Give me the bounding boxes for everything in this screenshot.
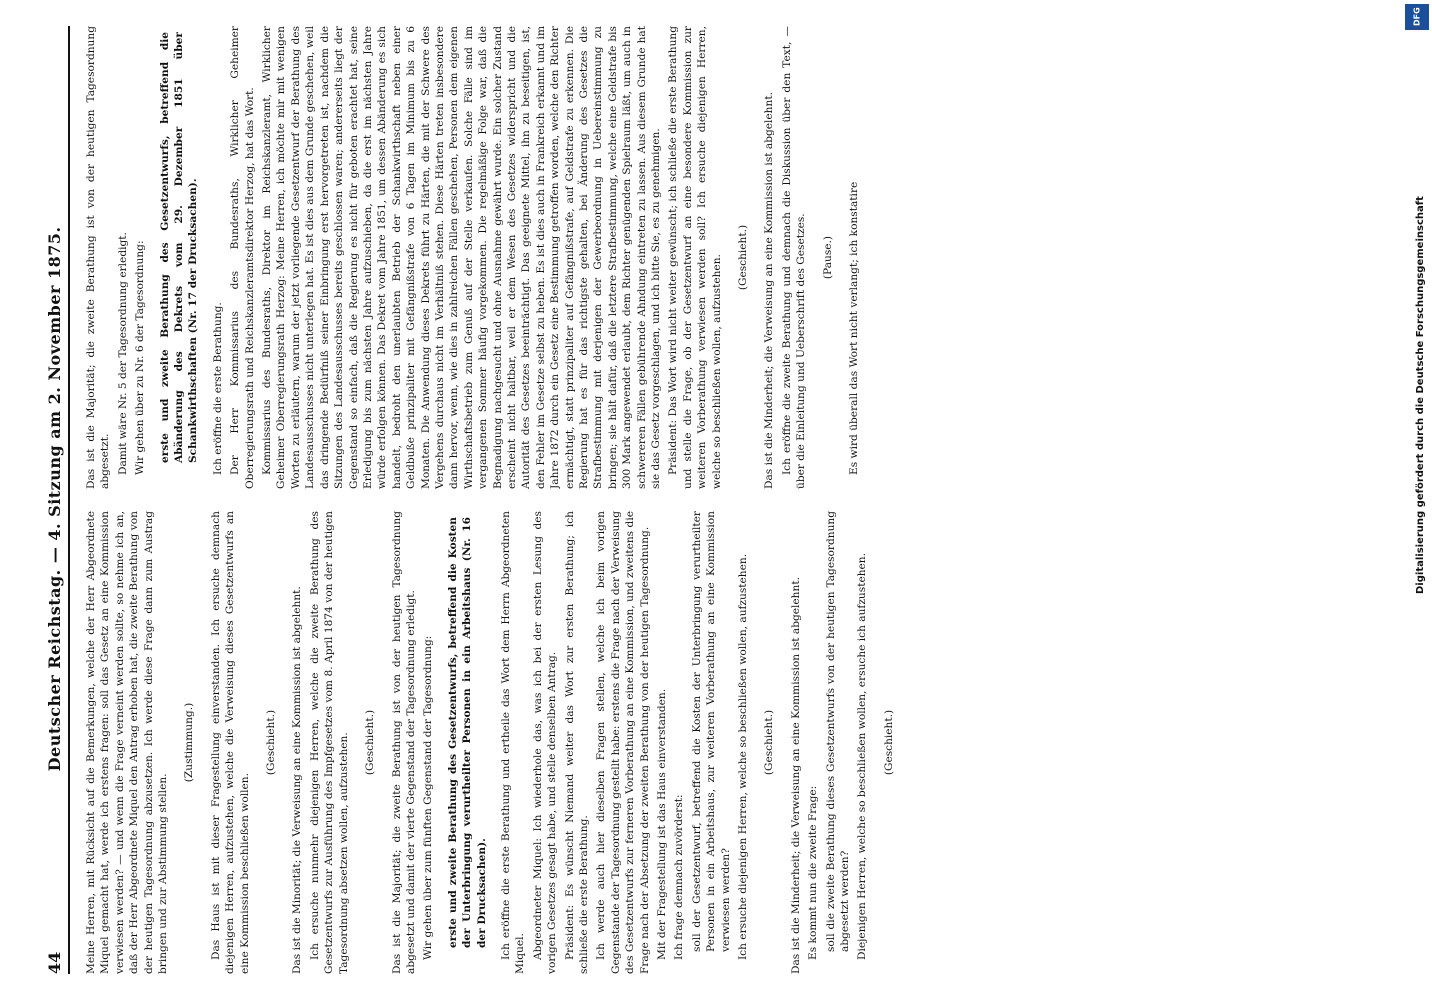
paragraph: Diejenigen Herren, welche so beschließen wollen, ersuche ich aufzustehen. <box>856 552 869 960</box>
paragraph: Damit wäre Nr. 5 der Tagesordnung erledigt. <box>116 232 129 475</box>
question: soll die zweite Berathung dieses Gesetzentwurfs von der heutigen Tagesordnung abgesetzt werden? <box>824 511 852 952</box>
column-left <box>84 511 1374 974</box>
paragraph: Ich ersuche diejenigen Herren, welche so beschließen wollen, aufzustehen. <box>737 553 750 960</box>
interjection: (Pause.) <box>821 235 834 280</box>
speech-herzog: Kommissarius des Bundesraths, Direktor im Reichskanzleramt, Wirklicher Geheimer Oberregierungsrath Herzog: Meine Herren, ich möchte mir mit wenigen Worten zu erläutern, warum der jetzt vorliegende Gesetzentwurf der Berathung des Landesausschusses nicht unterlegen hat. Es ist dies aus dem Grunde geschehen, weil das dringende Bedürfniß seiner Einbringung erst hervorgetreten ist, nachdem die Sitzungen des Landesausschusses bereits geschlossen waren; andererseits liegt der Gegenstand so einfach, daß die Regierung es nicht für geboten erachtet hat, seine Erledigung bis zum nächsten Jahre aufzuschieben, da die erst im nächsten Jahre würde erfolgen können. Das Dekret vom Jahre 1851, um dessen Abänderung es sich handelt, bedroht den unerlaubten Betrieb der Schankwirthschaft neben einer Geldbuße prinzipaliter mit Gefängnißstrafe von 6 Tagen im Minimum bis zu 6 Monaten. Die Anwendung dieses Dekrets führt zu Härten, die mit der Schwere des Vergehens durchaus nicht im Verhältniß stehen. Diese Härten treten insbesondere dann hervor, wenn, wie dies in zahlreichen Fällen geschehen, Personen dem eigenen Wirthschaftsbetrieb zum Genuß auf der Stelle verkaufen. Solche Fälle sind im vergangenen Sommer häufig vorgekommen. Die regelmäßige Folge war, daß die Begnadigung nachgesucht und ohne Ausnahme gewährt wurde. Ein solcher Zustand erscheint nicht haltbar, weil er dem Wesen des Gesetzes widerspricht und die Autorität des Gesetzes beeinträchtigt. Das geeignete Mittel, ihn zu beseitigen, ist, den Fehler im Gesetze selbst zu heben. Es ist dies auch in Frankreich erkannt und im Jahre 1872 durch ein Gesetz eine Bestimmung getroffen worden, welche den Richter ermächtigt, statt prinzipaliter auf Gefängnißstrafe, auf Geldstrafe zu erkennen. Die Regierung hat es für das richtigste gehalten, bei Änderung des Gesetzes die Strafbestimmung mit derjenigen der Gewerbeordnung in Uebereinstimmung zu bringen; sie hält dafür, daß die letztere Strafbestimmung, welche eine Geldstrafe bis 300 Mark angewendet erlaubt, dem Richter genügenden Spielraum läßt, um auch in schwereren Fällen gebührende Ahndung eintreten zu lassen. Aus diesem Grunde hat sie das Gesetz vorgeschlagen, und ich bitte Sie, es zu genehmigen. <box>261 26 663 489</box>
speech-president: Präsident: Es wünscht Niemand weiter das Wort zur ersten Berathung; ich schließe die erste Berathung. <box>563 511 590 974</box>
running-title: Deutscher Reichstag. — 4. Sitzung am 2. November 1875. <box>45 226 64 772</box>
text-columns <box>84 26 1374 974</box>
paragraph: Es wird überall das Wort nicht verlangt; ich konstatire <box>848 181 861 475</box>
speech-president: Präsident: Das Wort wird nicht weiter gewünscht; ich schließe die erste Berathung und stelle die Frage, ob der Gesetzentwurf an eine besondere Kommission zur weiteren Vorberathung verwiesen werden soll? Ich ersuche diejenigen Herren, welche so beschließen wollen, aufzustehen. <box>667 26 723 489</box>
paragraph: Wir gehen über zu Nr. 6 der Tagesordnung: <box>134 240 147 475</box>
question: soll der Gesetzentwurf, betreffend die Kosten der Unterbringung verurtheilter Personen in ein Arbeitshaus, zur weiteren Vorberathung an eine Kommission verwiesen werden? <box>690 511 732 952</box>
speech-miquel: Abgeordneter Miquel: Ich wiederhole das, was ich bei der ersten Lesung des vorigen Gesetzes gesagt habe, und stelle denselben Antrag. <box>531 511 559 974</box>
dfg-logo: DFG <box>1405 4 1429 30</box>
paragraph: Das ist die Minderheit; die Verweisung an eine Kommission ist abgelehnt. <box>789 577 802 974</box>
paragraph: Das ist die Minderheit; die Verweisung an eine Kommission ist abgelehnt. <box>763 92 776 489</box>
paragraph: Das ist die Minorität; die Verweisung an eine Kommission ist abgelehnt. <box>291 586 304 974</box>
paragraph: Ich werde auch hier dieselben Fragen stellen, welche ich beim vorigen Gegenstande der Tagesordnung gestellt habe: erstens die Frage nach der Verweisung des Gesetzentwurfs zur ferneren Vorberathung an eine Kommission, und zweitens die Frage nach der Absetzung der zweiten Berathung von der heutigen Tagesordnung. <box>595 511 651 974</box>
column-right <box>84 26 1374 489</box>
paragraph: Das ist die Majorität; die zweite Berathung ist von der heutigen Tagesordnung abgesetzt. <box>85 26 112 489</box>
paragraph: Der Herr Kommissarius des Bundesraths, Wirklicher Geheimer Oberregierungsrath und Reichskanzleramtsdirektor Herzog, hat das Wort. <box>229 26 256 489</box>
paragraph: Meine Herren, mit Rücksicht auf die Bemerkungen, welche der Herr Abgeordnete Miquel gemacht hat, werde ich erstens fragen: soll das Gesetz an eine Kommission verwiesen werden? — und wenn die Frage verneint werden sollte, so nehme ich an, daß der Herr Abgeordnete Miquel den Antrag erhoben hat, die zweite Berathung von der heutigen Tagesordnung abzusetzen. Ich werde diese Frage dann zum Austrag bringen und zur Abstimmung stellen. <box>85 511 170 974</box>
paragraph: Ich eröffne die zweite Berathung und demnach die Diskussion über den Text, — über die Einleitung und Ueberschrift des Gesetzes. <box>780 26 808 489</box>
paragraph: Ich eröffne die erste Berathung und ertheile das Wort dem Herrn Abgeordneten Miquel. <box>499 511 527 974</box>
interjection: (Geschieht.) <box>364 709 377 776</box>
interjection: (Geschieht.) <box>882 709 895 776</box>
paragraph: Ich frage demnach zuvörderst: <box>673 794 686 960</box>
paragraph: Das ist die Majorität; die zweite Berathung ist von der heutigen Tagesordnung abgesetzt und damit der vierte Gegenstand der Tagesordnung erledigt. <box>390 511 417 974</box>
interjection: (Geschieht.) <box>265 709 278 776</box>
interjection: (Zustimmung.) <box>183 702 196 783</box>
page-header <box>18 26 70 974</box>
page-number: 44 <box>45 951 64 974</box>
paragraph: Wir gehen über zum fünften Gegenstand der Tagesordnung: <box>422 635 435 960</box>
interjection: (Geschieht.) <box>763 709 776 776</box>
agenda-item: erste und zweite Berathung des Gesetzentwurfs, betreffend die Abänderung des Dekrets vom 29. Dezember 1851 über Schankwirthschaften (Nr. 17 der Drucksachen). <box>158 32 200 463</box>
agenda-item: erste und zweite Berathung des Gesetzentwurfs, betreffend die Kosten der Unterbringung verurtheilter Personen in ein Arbeitshaus (Nr. 16 der Drucksachen). <box>446 517 488 948</box>
paragraph: Das Haus ist mit dieser Fragestellung einverstanden. Ich ersuche demnach diejenigen Herren, aufzustehen, welche die Verweisung dieses Gesetzentwurfs an eine Kommission beschließen wollen. <box>209 511 251 974</box>
digitization-sidebar <box>1398 0 1432 1000</box>
paragraph: Ich eröffne die erste Berathung. <box>211 302 224 475</box>
funding-note: Digitalisierung gefördert durch die Deutsche Forschungsgemeinschaft <box>1415 196 1426 594</box>
paragraph: Mit der Fragestellung ist das Haus einverstanden. <box>656 688 668 960</box>
paragraph: Ich ersuche nunmehr diejenigen Herren, welche die zweite Berathung des Gesetzentwurfs zur Ausführung des Impfgesetzes vom 8. April 1874 von der heutigen Tagesordnung absetzen wollen, aufzustehen. <box>308 511 350 974</box>
interjection: (Geschieht.) <box>737 224 750 291</box>
paragraph: Es kommt nun die zweite Frage: <box>807 785 820 960</box>
